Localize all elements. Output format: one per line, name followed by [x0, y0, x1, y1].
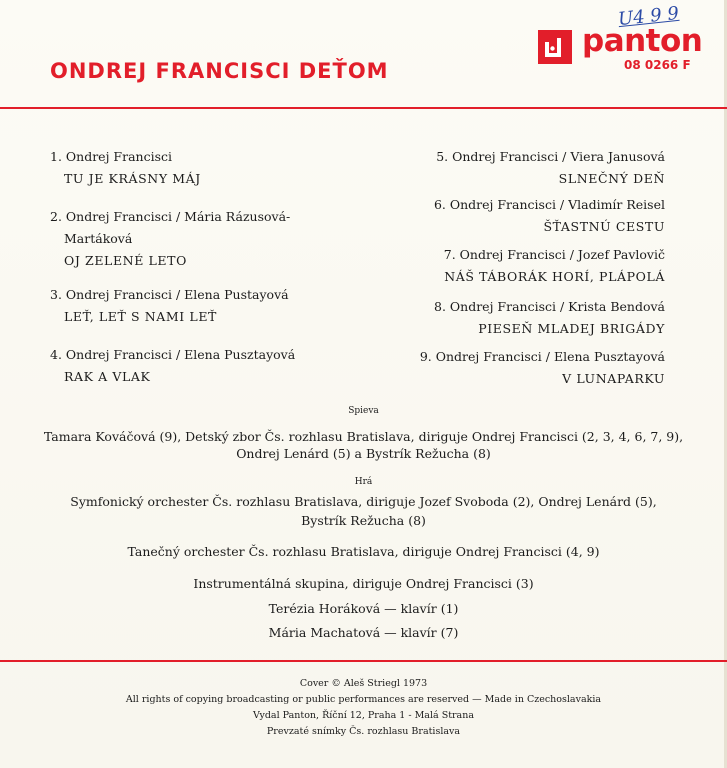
track-author: 9. Ondrej Francisci / Elena Pusztayová — [419, 349, 665, 364]
album-title: ONDREJ FRANCISCI DEŤOM — [50, 59, 389, 83]
track-item — [50, 146, 201, 190]
track-title: SLNEČNÝ DEŇ — [558, 171, 665, 186]
track-title: OJ ZELENÉ LETO — [64, 253, 187, 268]
track-item — [50, 206, 290, 272]
cover-credit: Cover © Aleš Striegl 1973 — [299, 678, 428, 689]
source-line: Prevzaté snímky Čs. rozhlasu Bratislava — [266, 726, 461, 737]
track-author: 6. Ondrej Francisci / Vladimír Reisel — [433, 197, 665, 212]
track-author: 5. Ondrej Francisci / Viera Janusová — [436, 149, 665, 164]
track-item — [50, 344, 295, 388]
track-title: LEŤ, LEŤ S NAMI LEŤ — [64, 309, 217, 324]
brand-name: panton — [582, 23, 703, 59]
track-title: TU JE KRÁSNY MÁJ — [64, 171, 201, 186]
track-author: 4. Ondrej Francisci / Elena Pusztayová — [50, 347, 296, 362]
vocals-line: Tamara Kováčová (9), Detský zbor Čs. rozhlasu Bratislava, diriguje Ondrej Francisci (2, 3, 4, 6, 7, 9), — [43, 429, 684, 444]
track-title: V LUNAPARKU — [562, 371, 665, 386]
rights-notice: All rights of copying broadcasting or public performances are reserved — Made in Czechoslavakia — [125, 694, 602, 705]
bottom-divider — [0, 660, 727, 662]
track-author-continued: Martáková — [64, 231, 133, 246]
track-item — [444, 244, 665, 288]
dance-orchestra-line: Tanečný orchester Čs. rozhlasu Bratislava, diriguje Ondrej Francisci (4, 9) — [127, 544, 600, 559]
track-title: PIESEŇ MLADEJ BRIGÁDY — [478, 321, 665, 336]
orchestra-line: Symfonický orchester Čs. rozhlasu Bratislava, diriguje Jozef Svoboda (2), Ondrej Lenárd (5), — [70, 494, 657, 509]
handwritten-note: U4 9 9 — [617, 2, 680, 31]
vocals-line: Ondrej Lenárd (5) a Bystrík Režucha (8) — [236, 446, 491, 461]
piano-credit: Terézia Horáková — klavír (1) — [268, 601, 459, 616]
track-item — [434, 296, 665, 340]
track-item — [436, 146, 665, 190]
publisher-line: Vydal Panton, Říční 12, Praha 1 - Malá Strana — [252, 710, 475, 721]
track-item — [50, 284, 289, 328]
piano-credit: Mária Machatová — klavír (7) — [268, 625, 459, 640]
track-author: 7. Ondrej Francisci / Jozef Pavlovič — [443, 247, 665, 262]
track-author: 8. Ondrej Francisci / Krista Bendová — [434, 299, 665, 314]
instruments-heading: Hrá — [354, 477, 373, 487]
track-item — [434, 194, 665, 238]
orchestra-line: Bystrík Režucha (8) — [301, 513, 426, 528]
track-author: 3. Ondrej Francisci / Elena Pustayová — [50, 287, 289, 302]
track-author: 1. Ondrej Francisci — [50, 149, 172, 164]
vocals-heading: Spieva — [348, 406, 379, 416]
track-item — [420, 346, 665, 390]
catalog-number: 08 0266 F — [624, 58, 691, 72]
top-divider — [0, 107, 727, 109]
track-title: NÁŠ TÁBORÁK HORÍ, PLÁPOLÁ — [444, 269, 665, 284]
track-author: 2. Ondrej Francisci / Mária Rázusová- — [50, 209, 291, 224]
track-title: RAK A VLAK — [64, 369, 151, 384]
track-title: ŠŤASTNÚ CESTU — [543, 219, 665, 234]
instrumental-group-line: Instrumentálná skupina, diriguje Ondrej Francisci (3) — [193, 576, 534, 591]
panton-logo-icon — [538, 30, 572, 64]
